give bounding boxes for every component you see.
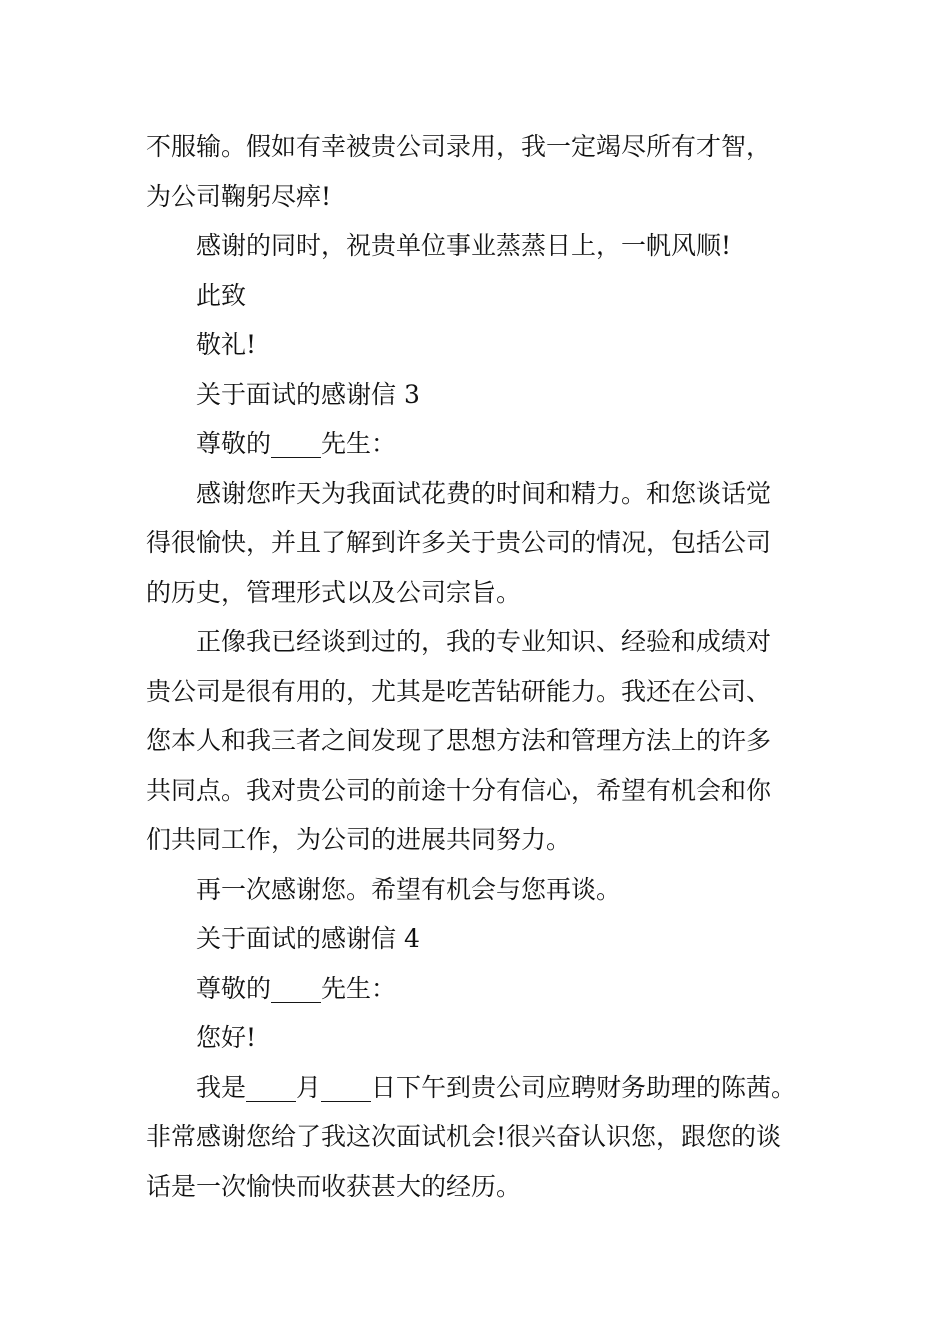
text-line: 您好! (196, 1023, 257, 1052)
paragraph (146, 914, 826, 964)
text-line: 尊敬的____先生： (196, 973, 397, 1003)
paragraph (146, 271, 826, 321)
paragraph (146, 221, 826, 271)
text-line: 不服输。假如有幸被贵公司录用，我一定竭尽所有才智， (146, 132, 772, 161)
text-line: 我是____月____日下午到贵公司应聘财务助理的陈茜。 (196, 1072, 797, 1102)
text-line: 为公司鞠躬尽瘁! (146, 181, 332, 211)
paragraph (146, 320, 826, 370)
paragraph (146, 617, 826, 865)
text-line: 共同点。我对贵公司的前途十分有信心，希望有机会和你 (146, 775, 772, 805)
text-line: 关于面试的感谢信 4 (196, 924, 420, 953)
paragraph (146, 419, 826, 469)
text-line: 贵公司是很有用的，尤其是吃苦钻研能力。我还在公司、 (146, 676, 772, 706)
paragraph (146, 370, 826, 420)
paragraph (146, 1013, 826, 1063)
text-line: 感谢的同时，祝贵单位事业蒸蒸日上，一帆风顺! (196, 231, 732, 260)
text-line: 关于面试的感谢信 3 (196, 379, 420, 409)
text-line: 敬礼! (196, 330, 257, 359)
paragraph (146, 964, 826, 1014)
text-line: 感谢您昨天为我面试花费的时间和精力。和您谈话觉 (196, 478, 772, 508)
text-line: 得很愉快，并且了解到许多关于贵公司的情况，包括公司 (146, 528, 772, 557)
text-line: 的历史，管理形式以及公司宗旨。 (146, 577, 522, 607)
paragraph (146, 865, 826, 915)
paragraph (146, 122, 826, 221)
text-line: 话是一次愉快而收获甚大的经历。 (146, 1171, 522, 1201)
text-line: 尊敬的____先生： (196, 429, 397, 458)
text-line: 您本人和我三者之间发现了思想方法和管理方法上的许多 (146, 726, 772, 755)
text-line: 再一次感谢您。希望有机会与您再谈。 (196, 874, 622, 904)
text-line: 非常感谢您给了我这次面试机会!很兴奋认识您，跟您的谈 (146, 1122, 782, 1151)
document-body (146, 122, 826, 1211)
text-line: 们共同工作，为公司的进展共同努力。 (146, 825, 572, 854)
text-line: 此致 (196, 280, 247, 310)
paragraph (146, 1063, 826, 1212)
text-line: 正像我已经谈到过的，我的专业知识、经验和成绩对 (196, 627, 772, 656)
paragraph (146, 469, 826, 618)
